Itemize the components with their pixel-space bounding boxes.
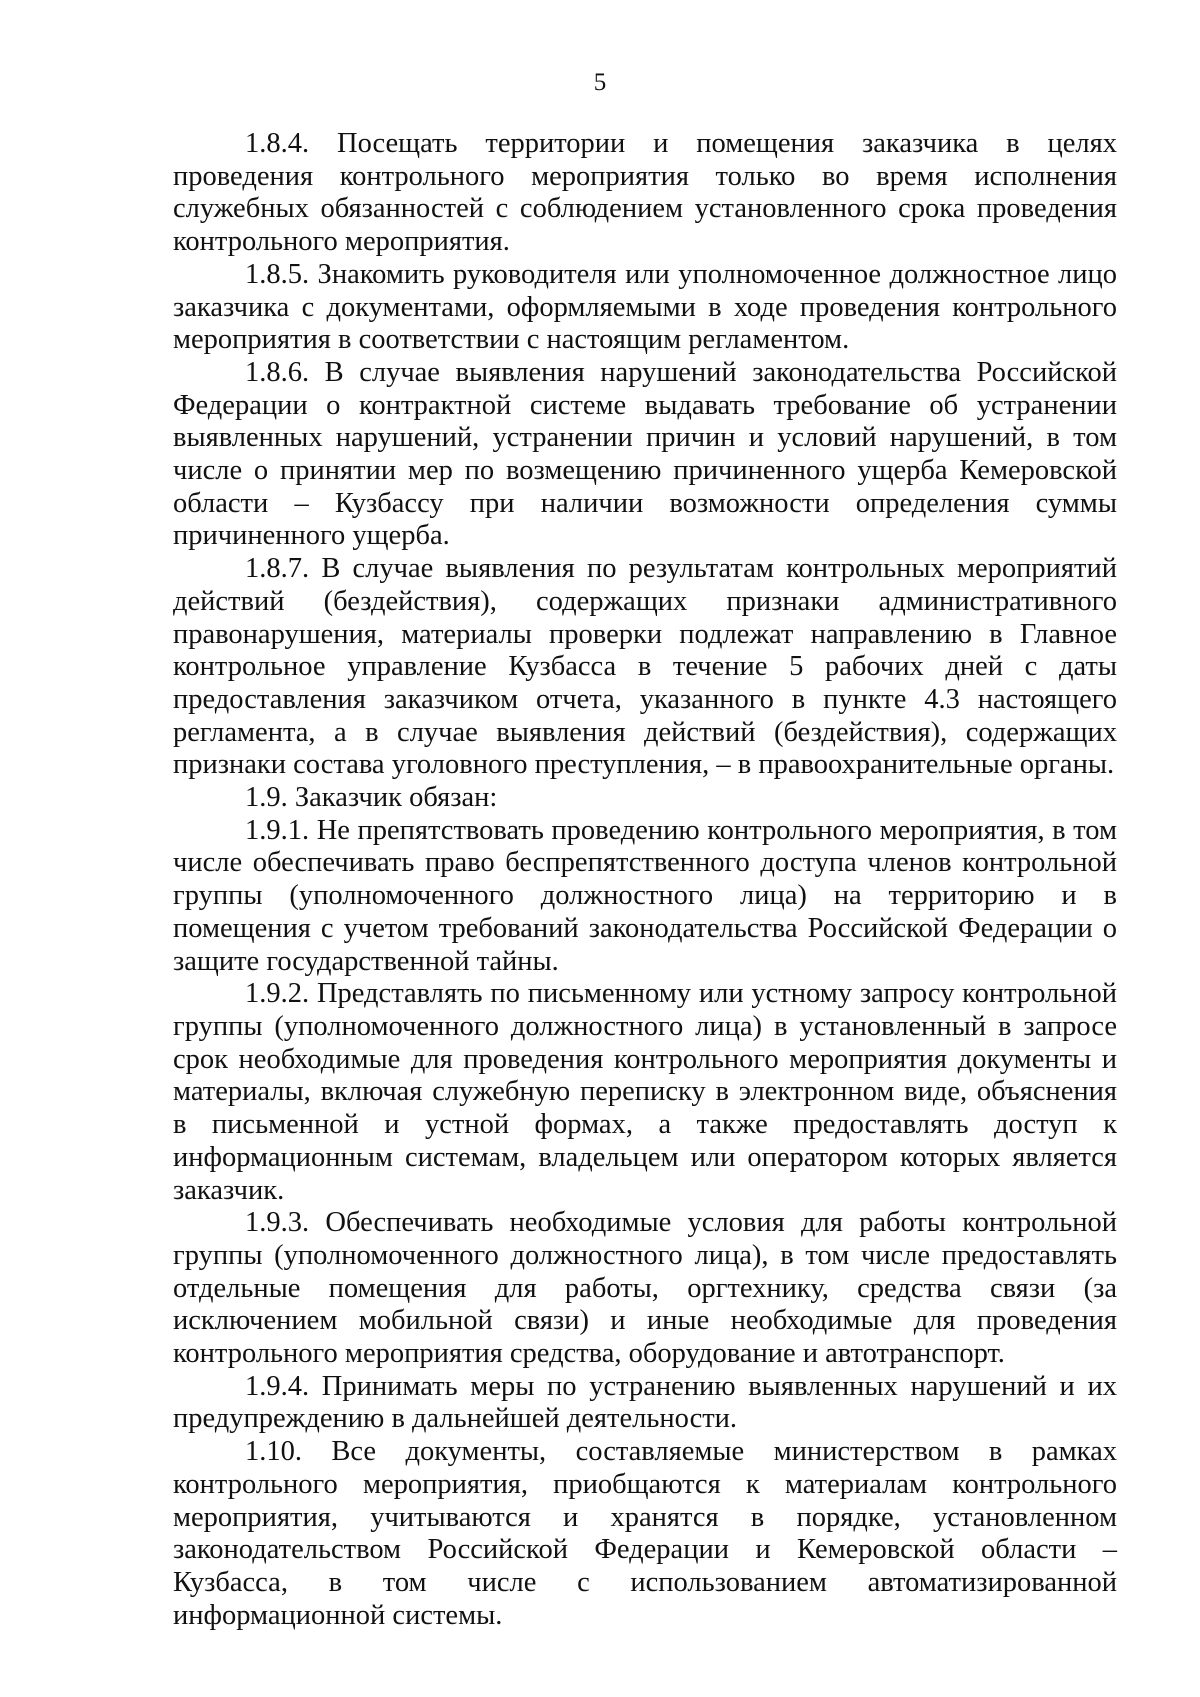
paragraph-1-8-4: 1.8.4. Посещать территории и помещения заказчика в целях проведения контрольного мероприятия только во время исполнения служебных обязанностей с соблюдением установленного срока проведения контрольного мероприятия.: [173, 128, 1117, 258]
page-number: 5: [593, 69, 607, 96]
paragraph-1-9: 1.9. Заказчик обязан:: [245, 782, 498, 814]
document-body: [173, 128, 1117, 1632]
paragraph-1-8-7: 1.8.7. В случае выявления по результатам контрольных мероприятий действий (бездействия), содержащих признаки административного правонарушения, материалы проверки подлежат направлению в Главное контрольное управление Кузбасса в течение 5 рабочих дней с даты предоставления заказчиком отчета, указанного в пункте 4.3 настоящего регламента, а в случае выявления действий (бездействия), содержащих признаки состава уголовного преступления, – в правоохранительные органы.: [173, 553, 1117, 781]
paragraph-1-9-2: 1.9.2. Представлять по письменному или устному запросу контрольной группы (уполномоченного должностного лица) в установленный в запросе срок необходимые для проведения контрольного мероприятия документы и материалы, включая служебную переписку в электронном виде, объяснения в письменной и устной формах, а также предоставлять доступ к информационным системам, владельцем или оператором которых является заказчик.: [173, 978, 1117, 1206]
paragraph-1-9-3: 1.9.3. Обеспечивать необходимые условия для работы контрольной группы (уполномоченного должностного лица), в том числе предоставлять отдельные помещения для работы, оргтехнику, средства связи (за исключением мобильной связи) и иные необходимые для проведения контрольного мероприятия средства, оборудование и автотранспорт.: [173, 1207, 1117, 1370]
paragraph-1-8-5: 1.8.5. Знакомить руководителя или уполномоченное должностное лицо заказчика с документами, оформляемыми в ходе проведения контрольного мероприятия в соответствии с настоящим регламентом.: [173, 258, 1117, 356]
paragraph-1-9-1: 1.9.1. Не препятствовать проведению контрольного мероприятия, в том числе обеспечивать право беспрепятственного доступа членов контрольной группы (уполномоченного должностного лица) на территорию и в помещения с учетом требований законодательства Российской Федерации о защите государственной тайны.: [173, 814, 1117, 977]
paragraph-1-9-4: 1.9.4. Принимать меры по устранению выявленных нарушений и их предупреждению в дальнейшей деятельности.: [173, 1370, 1117, 1435]
paragraph-1-10: 1.10. Все документы, составляемые министерством в рамках контрольного мероприятия, приобщаются к материалам контрольного мероприятия, учитываются и хранятся в порядке, установленном законодательством Российской Федерации и Кемеровской области – Кузбасса, в том числе с использованием автоматизированной информационной системы.: [173, 1436, 1117, 1631]
paragraph-1-8-6: 1.8.6. В случае выявления нарушений законодательства Российской Федерации о контрактной системе выдавать требование об устранении выявленных нарушений, устранении причин и условий нарушений, в том числе о принятии мер по возмещению причиненного ущерба Кемеровской области – Кузбассу при наличии возможности определения суммы причиненного ущерба.: [173, 356, 1117, 552]
